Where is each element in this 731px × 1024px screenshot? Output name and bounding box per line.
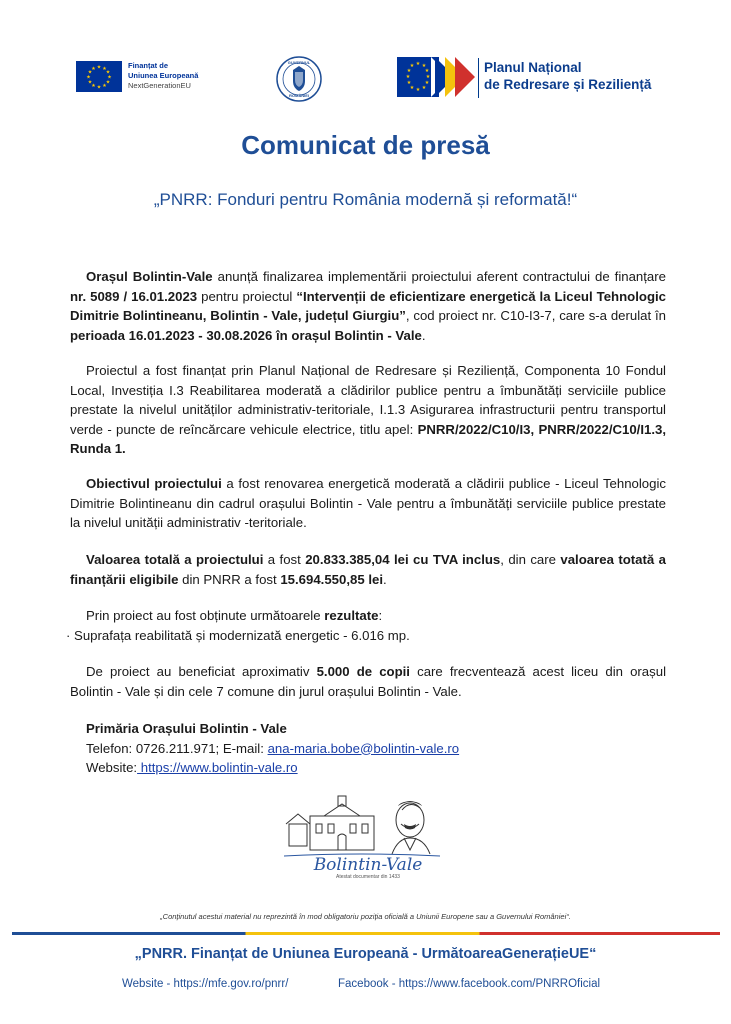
svg-text:★: ★ xyxy=(415,87,421,93)
p6-text-b: care frecventează acest liceu din orașul Bolintin - Vale și din cele 7 comune din jurul orașului Bolintin - Vale. xyxy=(70,664,666,699)
svg-text:★: ★ xyxy=(86,74,91,81)
svg-text:★: ★ xyxy=(96,84,102,91)
p2-text: Proiectul a fost finanțat prin Planul Național de Redresare și Reziliență, Componenta 10 Fondul Local, Investiția I.3 Reabilitarea moderată a clădirilor publice pentru a îmbunătăți serviciile publice prestate la nivelul unităților administrativ-teritoriale, I.1.3 Asigurarea infrastructurii pentru transportul verde - puncte de reîncărcare vehicule electrice, titlu apel: xyxy=(70,363,666,437)
paragraph-results xyxy=(66,606,666,645)
disclaimer-text: „Conținutul acestui material nu reprezintă în mod obligatoriu poziția oficială a Uniunii Europene sau a Guvernului României“. xyxy=(160,912,571,921)
svg-text:★: ★ xyxy=(107,74,112,81)
svg-text:★: ★ xyxy=(421,85,427,91)
p4-text-a: a fost xyxy=(263,552,306,567)
svg-text:★: ★ xyxy=(87,69,93,76)
svg-text:★: ★ xyxy=(102,66,107,72)
svg-text:★: ★ xyxy=(415,61,421,67)
bolintin-vale-logo xyxy=(280,794,450,880)
p4-eligible-value: 15.694.550,85 lei xyxy=(280,571,383,587)
local-logo-tagline: Atestat documentar din 1433 xyxy=(336,874,400,880)
p5-colon: : xyxy=(378,608,383,623)
p6-beneficiaries: 5.000 de copii xyxy=(316,664,410,679)
gov-seal-bottom-text: ROMÂNIEI xyxy=(289,93,309,98)
eu-text-line3: NextGenerationEU xyxy=(128,81,191,90)
svg-text:★: ★ xyxy=(409,63,415,69)
svg-text:★: ★ xyxy=(425,74,431,80)
paragraph-objective xyxy=(70,474,666,533)
eu-text-line1: Finanțat de xyxy=(128,61,169,70)
footer-divider xyxy=(12,932,720,935)
paragraph-beneficiaries xyxy=(70,662,666,701)
page-title: Comunicat de presă xyxy=(241,130,490,160)
p3-text: a fost renovarea energetică moderată a clădirii publice - Liceul Tehnologic Dimitrie Bolintineanu din cadrul orașului Bolintin - Vale pentru a îmbunătăți serviciile publice prestate la nivelul unității administrativ -teritoriale. xyxy=(70,476,666,530)
p1-project-name: “Intervenții de eficientizare energetică la Liceul Tehnologic Dimitrie Bolintineanu, Bolintin - Vale, județul Giurgiu” xyxy=(70,288,666,323)
svg-text:★: ★ xyxy=(406,80,412,86)
contact-website-label: Website: xyxy=(86,760,138,775)
page-subtitle: „PNRR: Fonduri pentru România modernă și reformată!“ xyxy=(153,190,578,209)
p3-label: Obiectivul proiectului xyxy=(86,476,222,491)
svg-text:★: ★ xyxy=(421,63,427,69)
svg-text:★: ★ xyxy=(102,83,107,89)
p4-eligible-label: valoarea totată a finanțării eligibile xyxy=(70,552,666,587)
svg-text:★: ★ xyxy=(424,68,430,74)
footer-facebook-link[interactable]: Facebook - https://www.facebook.com/PNRROficial xyxy=(338,978,601,990)
svg-text:★: ★ xyxy=(91,66,96,72)
svg-text:★: ★ xyxy=(406,68,412,74)
svg-text:★: ★ xyxy=(409,85,415,91)
pnrr-line2: de Redresare și Reziliență xyxy=(484,77,652,92)
contact-phone: Telefon: 0726.211.971; E-mail: xyxy=(86,740,268,756)
paragraph-value xyxy=(70,550,666,589)
pnrr-logo-text xyxy=(484,59,651,93)
svg-text:★: ★ xyxy=(105,79,111,86)
pnrr-line1: Planul Național xyxy=(484,60,582,75)
pnrr-logo-separator xyxy=(478,58,479,98)
paragraph-announcement xyxy=(70,267,666,345)
contact-block xyxy=(86,719,646,778)
p1-text-c: , cod proiect nr. C10-I3-7, care s-a derulat în xyxy=(405,308,667,323)
paragraph-financing xyxy=(70,361,666,459)
eu-funding-label xyxy=(128,61,198,91)
svg-text:★: ★ xyxy=(91,83,96,89)
p4-label: Valoarea totală a proiectului xyxy=(86,552,264,567)
p4-text-b: , din care xyxy=(500,552,561,567)
p5-text: Prin proiect au fost obținute următoarele xyxy=(86,608,325,623)
contact-website-link[interactable]: https://www.bolintin-vale.ro xyxy=(137,760,298,775)
pnrr-logo-icon xyxy=(397,55,477,99)
p4-text-c: din PNRR a fost xyxy=(178,571,281,587)
svg-text:★: ★ xyxy=(405,74,411,80)
p2-call-title: PNRR/2022/C10/I3, PNRR/2022/C10/I1.3, Runda 1. xyxy=(70,421,667,456)
p1-period: perioada 16.01.2023 - 30.08.2026 în orașul Bolintin - Vale xyxy=(70,327,422,343)
p5-label: rezultate xyxy=(324,608,379,623)
p1-contract-number: nr. 5089 / 16.01.2023 xyxy=(70,288,198,304)
p1-city: Orașul Bolintin-Vale xyxy=(86,269,213,284)
eu-flag-icon xyxy=(76,61,122,92)
p1-end: . xyxy=(421,327,426,343)
contact-email-link[interactable]: ana-maria.bobe@bolintin-vale.ro xyxy=(267,740,460,756)
p5-result-bullet: · Suprafața reabilitată și modernizată energetic - 6.016 mp. xyxy=(66,627,410,643)
svg-text:★: ★ xyxy=(424,80,430,86)
p1-text-b: pentru proiectul xyxy=(197,288,297,304)
svg-text:★: ★ xyxy=(96,64,102,71)
svg-text:★: ★ xyxy=(87,79,93,86)
footer-title: „PNRR. Finanțat de Uniunea Europeană - UrmătoareaGenerațieUE“ xyxy=(134,946,597,962)
local-logo-name: Bolintin-Vale xyxy=(313,855,423,875)
p4-end: . xyxy=(383,571,387,587)
p6-text-a: De proiect au beneficiat aproximativ xyxy=(86,664,317,679)
svg-text:★: ★ xyxy=(105,69,111,76)
contact-org: Primăria Orașului Bolintin - Vale xyxy=(86,721,287,736)
gov-seal-top-text: GUVERNUL xyxy=(287,60,311,65)
p1-text-a: anunță finalizarea implementării proiectului aferent contractului de finanțare xyxy=(212,269,666,284)
eu-text-line2: Uniunea Europeană xyxy=(128,71,199,80)
footer-website-link[interactable]: Website - https://mfe.gov.ro/pnrr/ xyxy=(122,978,289,990)
p4-total-value: 20.833.385,04 lei cu TVA inclus xyxy=(305,552,501,567)
government-seal-icon xyxy=(275,55,323,103)
